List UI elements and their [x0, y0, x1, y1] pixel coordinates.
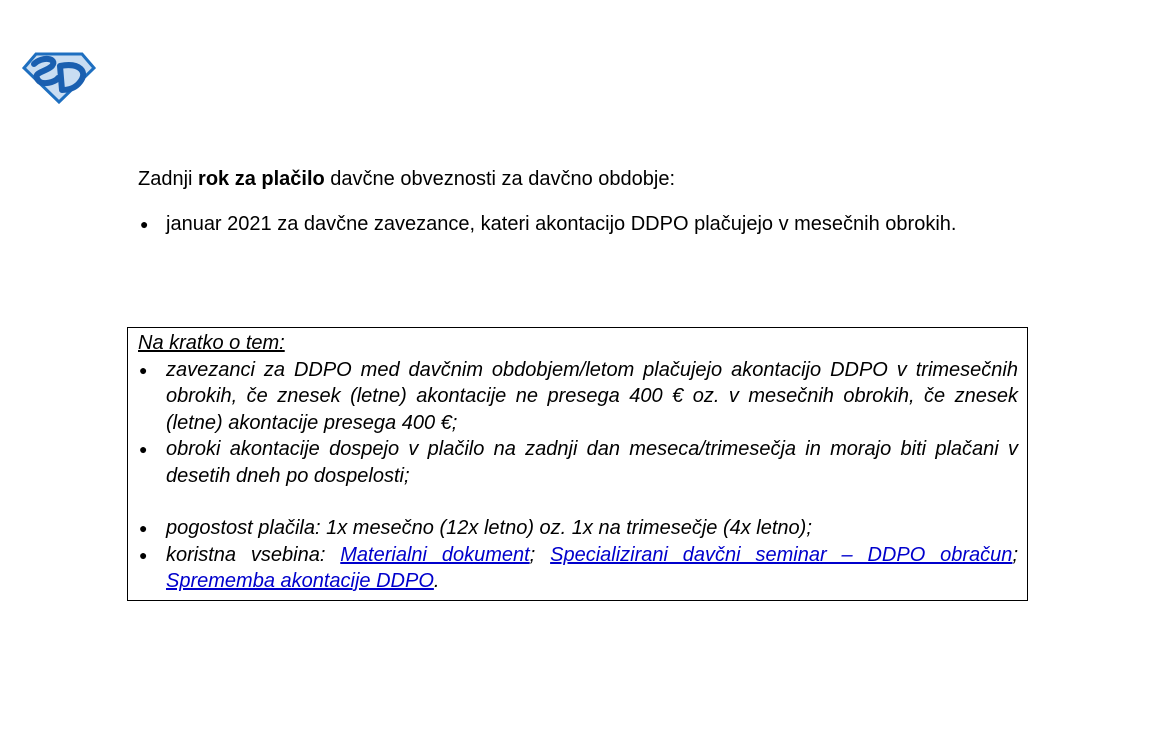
summary-box — [127, 327, 1028, 601]
useful-content-label: koristna vsebina: — [166, 543, 341, 566]
summary-item — [138, 436, 1018, 489]
deadline-item — [138, 204, 1020, 245]
summary-item — [138, 515, 1018, 542]
bullet-icon: ● — [139, 441, 148, 457]
link-separator: ; — [1012, 543, 1018, 566]
bullet-icon: ● — [139, 520, 148, 536]
summary-list — [138, 357, 1018, 595]
summary-item-links — [138, 542, 1018, 595]
summary-item-text: obroki akontacije dospejo v plačilo na zadnji dan meseca/trimesečja in morajo biti plačani v desetih dneh po dospelosti; — [166, 438, 1018, 487]
link-materialni-dokument[interactable]: Materialni dokument — [340, 543, 530, 566]
sd-shield-logo-icon — [22, 50, 96, 104]
intro-prefix: Zadnji — [138, 168, 199, 190]
link-sprememba-akontacije[interactable]: Sprememba akontacije DDPO — [166, 570, 434, 592]
deadline-text: januar 2021 za davčne zavezance, kateri akontacijo DDPO plačujejo v mesečnih obrokih. — [166, 213, 957, 235]
intro-bold: rok za plačilo — [198, 168, 325, 190]
company-logo — [22, 50, 96, 104]
payment-deadline-intro — [138, 165, 675, 193]
summary-item-text: zavezanci za DDPO med davčnim obdobjem/letom plačujejo akontacijo DDPO v trimesečnih obrokih, če znesek (letne) akontacije ne presega 400 € oz. v mesečnih obrokih, če znesek (letne) akontacije presega 400 €; — [166, 358, 1018, 434]
link-separator: ; — [529, 543, 551, 566]
bullet-icon: ● — [140, 216, 149, 232]
list-end-period: . — [433, 570, 440, 592]
bullet-icon: ● — [139, 361, 148, 378]
intro-suffix: davčne obveznosti za davčno obdobje: — [324, 168, 675, 190]
summary-box-title: Na kratko o tem: — [138, 332, 285, 354]
summary-item-text: pogostost plačila: 1x mesečno (12x letno) oz. 1x na trimesečje (4x letno); — [166, 517, 812, 539]
link-specializirani-seminar[interactable]: Specializirani davčni seminar – DDPO obračun — [550, 543, 1013, 566]
deadline-list — [138, 204, 1020, 245]
bullet-icon: ● — [139, 546, 148, 563]
summary-item — [138, 357, 1018, 437]
